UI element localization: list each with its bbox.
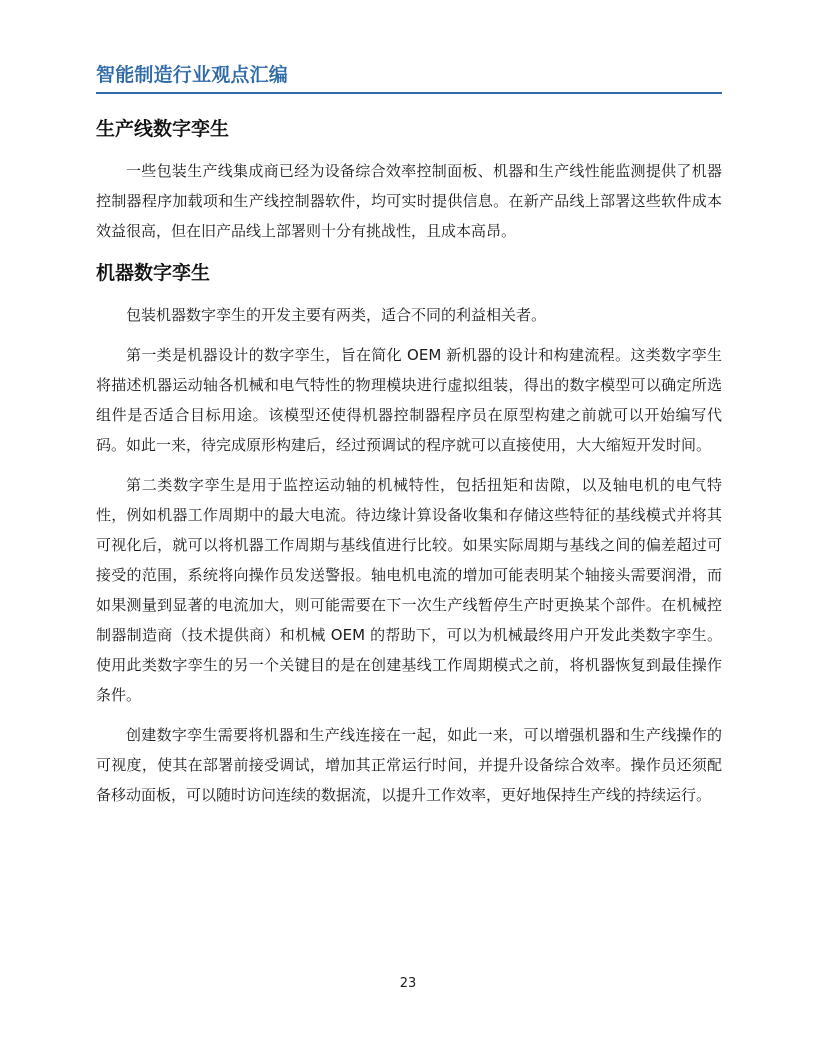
section-heading-machine-digital-twin: 机器数字孪生 bbox=[96, 262, 211, 284]
paragraph: 第一类是机器设计的数字孪生，旨在简化 OEM 新机器的设计和构建流程。这类数字孪生将描述机器运动轴各机械和电气特性的物理模块进行虚拟组装，得出的数字模型可以确定所选组件是否适合目标用途。该模型还使得机器控制器程序员在原型构建之前就可以开始编写代码。如此一来，待完成原形构建后，经过预调试的程序就可以直接使用，大大缩短开发时间。 bbox=[96, 346, 722, 454]
section-heading-production-line-digital-twin: 生产线数字孪生 bbox=[96, 118, 230, 140]
paragraph: 一些包装生产线集成商已经为设备综合效率控制面板、机器和生产线性能监测提供了机器控制器程序加载项和生产线控制器软件，均可实时提供信息。在新产品线上部署这些软件成本效益很高，但在旧产品线上部署则十分有挑战性，且成本高昂。 bbox=[96, 162, 722, 240]
page-header bbox=[96, 62, 722, 94]
running-header-title: 智能制造行业观点汇编 bbox=[96, 64, 289, 86]
paragraph: 包装机器数字孪生的开发主要有两类，适合不同的利益相关者。 bbox=[126, 306, 547, 324]
page-number: 23 bbox=[399, 976, 417, 991]
document-body bbox=[96, 108, 722, 820]
paragraph: 创建数字孪生需要将机器和生产线连接在一起，如此一来，可以增强机器和生产线操作的可视度，使其在部署前接受调试，增加其正常运行时间，并提升设备综合效率。操作员还须配备移动面板，可以随时访问连续的数据流，以提升工作效率，更好地保持生产线的持续运行。 bbox=[96, 726, 722, 804]
paragraph: 第二类数字孪生是用于监控运动轴的机械特性，包括扭矩和齿隙，以及轴电机的电气特性，例如机器工作周期中的最大电流。待边缘计算设备收集和存储这些特征的基线模式并将其可视化后，就可以将机器工作周期与基线值进行比较。如果实际周期与基线之间的偏差超过可接受的范围，系统将向操作员发送警报。轴电机电流的增加可能表明某个轴接头需要润滑，而如果测量到显著的电流加大，则可能需要在下一次生产线暂停生产时更换某个部件。在机械控制器制造商（技术提供商）和机械 OEM 的帮助下，可以为机械最终用户开发此类数字孪生。使用此类数字孪生的另一个关键目的是在创建基线工作周期模式之前，将机器恢复到最佳操作条件。 bbox=[96, 476, 722, 704]
